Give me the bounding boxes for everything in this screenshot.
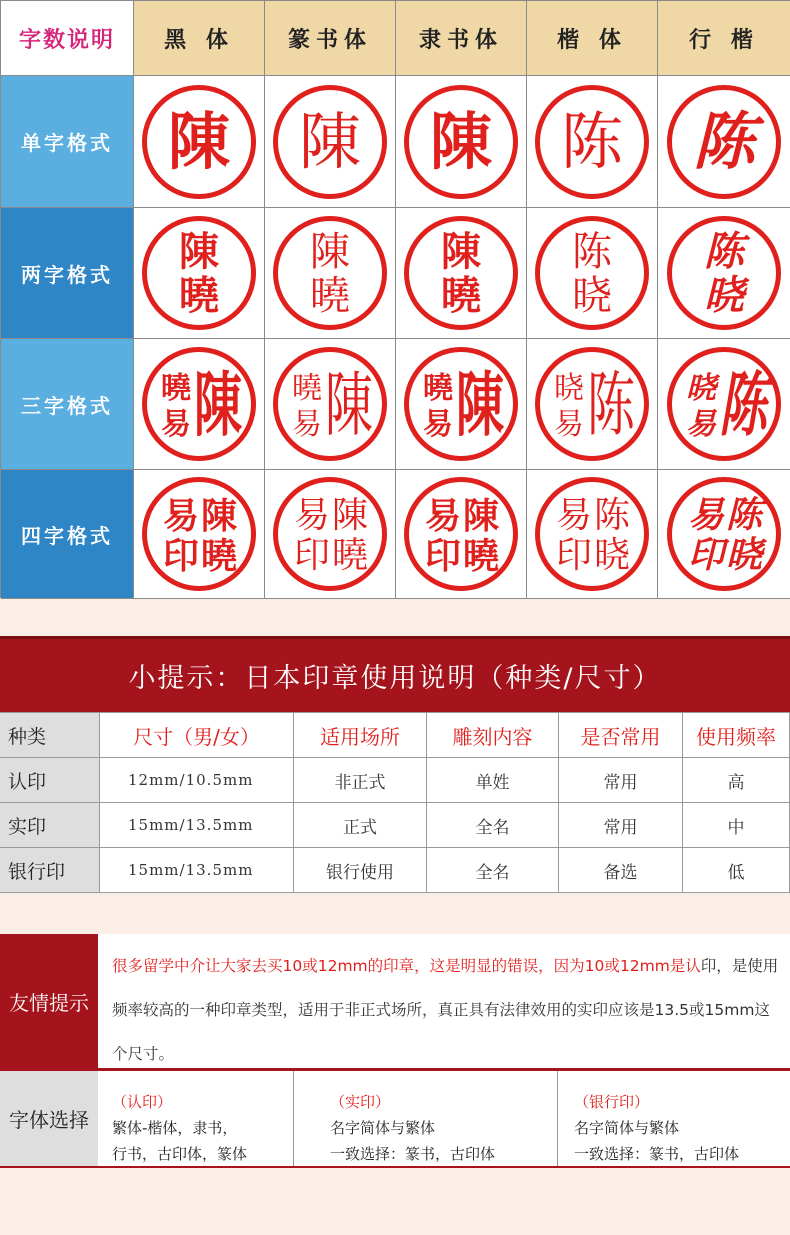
seal-cell (527, 208, 658, 339)
table-cell: 全名 (427, 848, 559, 893)
seal-character: 晓 (572, 273, 612, 319)
row-format-label: 单字格式 (1, 76, 134, 208)
table-header-cell: 雕刻内容 (427, 713, 559, 758)
seal-character: 陳 (441, 228, 481, 275)
font-select-line: 行书，古印体，篆体 (112, 1145, 248, 1163)
friendly-tip-body-text: 印，是使用频率较高的一种印章类型，适用于非正式场所，真正具有法律效用的实印应该是13.5或15mm这个尺寸。 (112, 957, 779, 1063)
font-select-title: （实印） (330, 1093, 391, 1111)
seal-cell (265, 76, 396, 208)
seal-stamp (273, 85, 387, 199)
seal-character: 印 (688, 535, 725, 576)
seal-character: 曉 (441, 272, 481, 319)
seal-stamp (273, 477, 387, 591)
seal-stamp (667, 477, 781, 591)
table-cell: 15mm/13.5mm (100, 803, 294, 848)
font-select-col-bank (558, 1071, 790, 1166)
table-cell: 实印 (0, 803, 100, 848)
seal-character: 易 (423, 407, 453, 442)
seal-character: 陈 (594, 495, 631, 536)
seal-character: 陳 (310, 229, 350, 275)
seal-character: 陈 (704, 229, 744, 275)
table-header-cell: 种类 (0, 713, 100, 758)
font-select-area (98, 1068, 790, 1168)
row-format-label: 两字格式 (1, 208, 134, 339)
table-cell: 银行印 (0, 848, 100, 893)
seal-character: 陳 (193, 365, 242, 447)
table-header-cell: 适用场所 (294, 713, 427, 758)
seal-character: 陳 (201, 495, 238, 537)
seal-style-grid (0, 0, 790, 598)
seal-character: 陳 (324, 365, 373, 447)
seal-character: 曉 (332, 535, 369, 576)
seal-cell (396, 76, 527, 208)
table-cell: 高 (683, 758, 790, 803)
table-cell: 低 (683, 848, 790, 893)
seal-character: 陈 (586, 365, 635, 447)
font-header: 行 楷 (658, 1, 790, 76)
seal-stamp (535, 85, 649, 199)
seal-cell (134, 208, 265, 339)
grid-corner-label: 字数说明 (1, 1, 134, 76)
table-cell: 全名 (427, 803, 559, 848)
font-select-line: 名字简体与繁体 (574, 1119, 680, 1137)
table-cell: 认印 (0, 758, 100, 803)
seal-character: 陈 (726, 495, 763, 536)
seal-cell (658, 470, 790, 599)
seal-character: 曉 (179, 272, 219, 319)
seal-cell (134, 339, 265, 470)
seal-character: 陳 (179, 228, 219, 275)
table-cell: 正式 (294, 803, 427, 848)
row-format-label: 三字格式 (1, 339, 134, 470)
seal-character: 陳 (167, 104, 230, 178)
font-header: 隶书体 (396, 1, 527, 76)
seal-character: 晓 (726, 535, 763, 576)
seal-character: 曉 (463, 535, 500, 577)
table-cell: 中 (683, 803, 790, 848)
seal-character: 易 (686, 407, 716, 442)
seal-cell (658, 76, 790, 208)
seal-stamp (535, 477, 649, 591)
seal-character: 易 (161, 407, 191, 442)
seal-stamp (273, 347, 387, 461)
seal-character: 易 (688, 495, 725, 536)
seal-stamp (142, 477, 256, 591)
seal-character: 陳 (429, 104, 492, 178)
seal-character: 陈 (560, 104, 623, 178)
font-select-line: 一致选择：篆书，古印体 (330, 1145, 496, 1163)
seal-stamp (404, 216, 518, 330)
seal-stamp (142, 347, 256, 461)
table-cell: 15mm/13.5mm (100, 848, 294, 893)
seal-stamp (142, 85, 256, 199)
seal-character: 晓 (554, 371, 584, 406)
font-select-line: 一致选择：篆书，古印体 (574, 1145, 740, 1163)
seal-cell (265, 208, 396, 339)
seal-character: 印 (556, 535, 593, 576)
font-select-line: 繁体-楷体，隶书， (112, 1119, 238, 1137)
seal-character: 陳 (463, 495, 500, 537)
seal-cell (658, 339, 790, 470)
seal-character: 印 (425, 535, 462, 577)
seal-cell (527, 76, 658, 208)
seal-character: 晓 (594, 535, 631, 576)
table-cell: 非正式 (294, 758, 427, 803)
seal-cell (134, 470, 265, 599)
seal-stamp (667, 85, 781, 199)
seal-character: 晓 (686, 371, 716, 406)
seal-cell (265, 339, 396, 470)
font-select-line: 名字简体与繁体 (330, 1119, 436, 1137)
seal-stamp (404, 347, 518, 461)
font-select-col-mitome (98, 1071, 294, 1166)
table-cell: 常用 (559, 803, 683, 848)
seal-character: 易 (554, 407, 584, 442)
seal-character: 陳 (455, 365, 504, 447)
seal-character: 易 (556, 495, 593, 536)
table-cell: 12mm/10.5mm (100, 758, 294, 803)
seal-cell (527, 339, 658, 470)
font-header: 篆书体 (265, 1, 396, 76)
font-select-title: （认印） (112, 1093, 173, 1111)
seal-cell (658, 208, 790, 339)
seal-usage-table (0, 712, 790, 892)
tips-banner: 小提示：日本印章使用说明（种类/尺寸） (0, 636, 790, 712)
seal-character: 陳 (298, 104, 361, 178)
friendly-tip-red-text: 很多留学中介让大家去买10或12mm的印章，这是明显的错误，因为10或12mm是认 (112, 957, 701, 975)
seal-cell (265, 470, 396, 599)
seal-cell (396, 470, 527, 599)
seal-stamp (142, 216, 256, 330)
font-select-label: 字体选择 (0, 1068, 98, 1168)
table-header-cell: 使用频率 (683, 713, 790, 758)
friendly-tip-text (98, 934, 790, 1068)
table-cell: 常用 (559, 758, 683, 803)
table-cell: 单姓 (427, 758, 559, 803)
seal-character: 易 (292, 407, 322, 442)
seal-character: 陈 (572, 229, 612, 275)
row-format-label: 四字格式 (1, 470, 134, 599)
seal-character: 晓 (704, 273, 744, 319)
seal-stamp (667, 216, 781, 330)
font-select-title: （银行印） (574, 1093, 650, 1111)
seal-character: 易 (294, 495, 331, 536)
seal-stamp (273, 216, 387, 330)
seal-character: 曉 (292, 371, 322, 406)
seal-character: 曉 (423, 371, 453, 406)
seal-character: 印 (163, 535, 200, 577)
friendly-tip-label: 友情提示 (0, 934, 98, 1068)
table-cell: 备选 (559, 848, 683, 893)
font-header: 楷 体 (527, 1, 658, 76)
seal-cell (396, 339, 527, 470)
seal-cell (134, 76, 265, 208)
seal-character: 陈 (718, 365, 767, 447)
seal-character: 曉 (201, 535, 238, 577)
seal-stamp (404, 477, 518, 591)
table-cell: 银行使用 (294, 848, 427, 893)
seal-cell (527, 470, 658, 599)
font-select-col-jitsuin (294, 1071, 558, 1166)
seal-character: 曉 (310, 273, 350, 319)
seal-stamp (535, 216, 649, 330)
font-header: 黑 体 (134, 1, 265, 76)
seal-cell (396, 208, 527, 339)
seal-character: 易 (425, 495, 462, 537)
seal-character: 曉 (161, 371, 191, 406)
seal-character: 陳 (332, 495, 369, 536)
seal-character: 易 (163, 495, 200, 537)
seal-stamp (667, 347, 781, 461)
seal-stamp (404, 85, 518, 199)
table-header-cell: 尺寸（男/女） (100, 713, 294, 758)
table-header-cell: 是否常用 (559, 713, 683, 758)
seal-character: 印 (294, 535, 331, 576)
seal-character: 陈 (692, 104, 755, 178)
seal-stamp (535, 347, 649, 461)
